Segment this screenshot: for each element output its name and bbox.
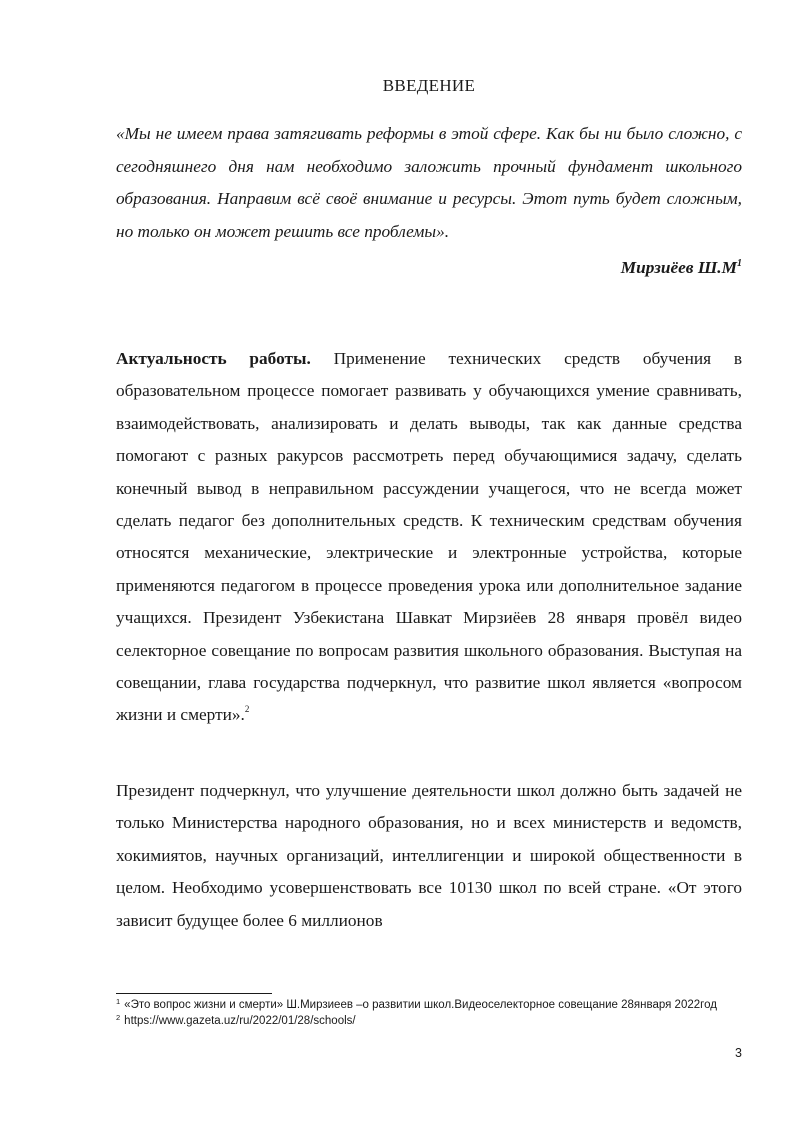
footnote-number: 2	[116, 1012, 121, 1022]
footnote-number: 1	[116, 997, 121, 1006]
footnote-separator	[116, 993, 272, 994]
footnotes	[116, 998, 742, 1029]
footnote-1	[116, 998, 742, 1014]
footnote-text: «Это вопрос жизни и смерти» Ш.Мирзиеев –о развитии школ.Видеоселекторное совещание 28января 2022год	[124, 999, 717, 1011]
footnote-ref-1[interactable]: 1	[737, 258, 742, 269]
epigraph-quote: «Мы не имеем права затягивать реформы в этой сфере. Как бы ни было сложно, с сегодняшнего дня нам необходимо заложить прочный фундамент школьного образования. Направим всё своё внимание и ресурсы. Этот путь будет сложным, но только он может решить все проблемы».	[116, 124, 742, 242]
footnote-ref-2[interactable]: 2	[244, 704, 250, 715]
footnote-link[interactable]: https://www.gazeta.uz/ru/2022/01/28/schools/	[124, 1014, 356, 1027]
paragraph-lead: Актуальность работы.	[116, 349, 311, 368]
paragraph-president: Президент подчеркнул, что улучшение деятельности школ должно быть задачей не только Министерства народного образования, но и всех министерств и ведомств, хокимиятов, научных организаций, интеллигенции и широкой общественности в целом. Необходимо усовершенствовать все 10130 школ по всей стране. «От этого зависит будущее более 6 миллионов	[116, 781, 742, 930]
section-heading: ВВЕДЕНИЕ	[382, 76, 476, 95]
epigraph-author	[621, 258, 742, 278]
page-number: 3	[735, 1046, 742, 1060]
paragraph-relevance	[116, 343, 742, 732]
paragraph-relevance-text: Применение технических средств обучения в образовательном процессе помогает развивать у обучающихся умение сравнивать, взаимодействовать, анализировать и делать выводы, так как данные средства помогают с разных ракурсов рассмотреть перед обучающимися задачу, сделать конечный вывод в неправильном рассуждении учащегося, что не всегда может сделать педагог без дополнительных средств. К техническим средствам обучения относятся механические, электрические и электронные устройства, которые применяются педагогом в процессе проведения урока или дополнительное задание учащихся. Президент Узбекистана Шавкат Мирзиёев 28 января провёл видео селекторное совещание по вопросам развития школьного образования. Выступая на совещании, глава государства подчеркнул, что развитие школ является «вопросом жизни и смерти».	[116, 349, 742, 725]
footnote-2	[116, 1014, 742, 1030]
author-name: Мирзиёев Ш.М	[620, 258, 737, 277]
